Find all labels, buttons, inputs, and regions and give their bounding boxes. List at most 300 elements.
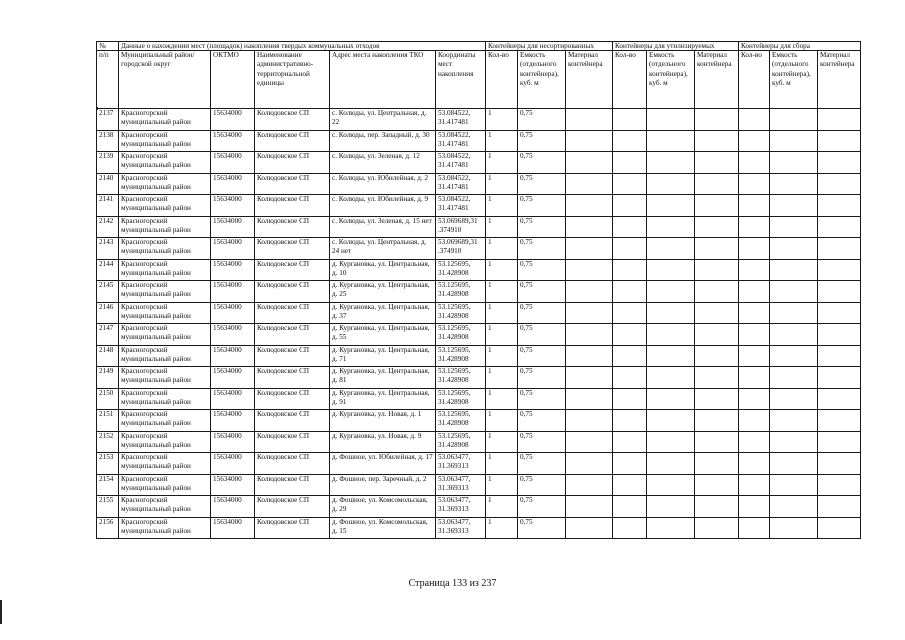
empty-cell [613,345,647,367]
row-count: 1 [486,517,518,539]
row-count: 1 [486,410,518,432]
row-number: 2149 [97,367,119,389]
row-capacity: 0,75 [518,195,566,217]
table-row [97,259,861,281]
col-count-collect: Кол-во [739,51,770,109]
row-capacity: 0,75 [518,474,566,496]
row-address: д. Кургановка, ул. Центральная, д. 25 [330,281,436,303]
row-address: с. Колюды, ул. Зеленая, д. 15 нет [330,216,436,238]
table-row [97,431,861,453]
row-address: д. Фошное, пер. Заречный, д. 2 [330,474,436,496]
empty-cell [818,216,861,238]
empty-cell [613,130,647,152]
empty-cell [770,474,818,496]
empty-cell [818,453,861,475]
row-address: д. Кургановка, ул. Центральная, д. 81 [330,367,436,389]
empty-cell [647,410,695,432]
empty-cell [739,195,770,217]
empty-cell [770,259,818,281]
header-collect-containers: Контейнеры для сбора [739,42,861,51]
empty-cell [647,388,695,410]
empty-cell [613,238,647,260]
empty-cell [566,367,613,389]
row-oktmo: 15634000 [211,130,255,152]
empty-cell [818,152,861,174]
empty-cell [647,281,695,303]
empty-cell [647,216,695,238]
row-unit: Колюдовское СП [255,281,330,303]
row-unit: Колюдовское СП [255,302,330,324]
row-number: 2144 [97,259,119,281]
row-number: 2141 [97,195,119,217]
col-pn: п/п [97,51,119,109]
row-count: 1 [486,345,518,367]
empty-cell [818,431,861,453]
row-count: 1 [486,195,518,217]
empty-cell [695,367,739,389]
row-unit: Колюдовское СП [255,259,330,281]
row-unit: Колюдовское СП [255,388,330,410]
empty-cell [566,496,613,518]
row-oktmo: 15634000 [211,367,255,389]
row-oktmo: 15634000 [211,410,255,432]
row-capacity: 0,75 [518,109,566,131]
row-number: 2146 [97,302,119,324]
col-capacity-recycle: Емкость (отдельного контейнера), куб. м [647,51,695,109]
row-capacity: 0,75 [518,367,566,389]
empty-cell [613,496,647,518]
row-oktmo: 15634000 [211,281,255,303]
empty-cell [647,238,695,260]
col-unit: Наименование административно-территориальной единицы [255,51,330,109]
row-number: 2142 [97,216,119,238]
empty-cell [647,474,695,496]
empty-cell [613,324,647,346]
row-capacity: 0,75 [518,216,566,238]
row-number: 2143 [97,238,119,260]
empty-cell [770,302,818,324]
row-number: 2152 [97,431,119,453]
empty-cell [566,152,613,174]
table-row [97,152,861,174]
row-address: д. Фошное, ул. Комсомольская, д. 29 [330,496,436,518]
empty-cell [770,324,818,346]
row-unit: Колюдовское СП [255,238,330,260]
row-address: д. Кургановка, ул. Новая, д. 1 [330,410,436,432]
row-number: 2138 [97,130,119,152]
row-coords: 53.063477, 31.369313 [436,474,486,496]
col-address: Адрес места накопления ТКО [330,51,436,109]
empty-cell [566,238,613,260]
row-number: 2155 [97,496,119,518]
empty-cell [739,345,770,367]
row-capacity: 0,75 [518,453,566,475]
empty-cell [695,216,739,238]
col-count-unsorted: Кол-во [486,51,518,109]
empty-cell [566,173,613,195]
table-row [97,388,861,410]
empty-cell [647,302,695,324]
row-coords: 53.084522, 31.417481 [436,152,486,174]
row-oktmo: 15634000 [211,517,255,539]
row-unit: Колюдовское СП [255,216,330,238]
empty-cell [739,173,770,195]
table-row [97,281,861,303]
empty-cell [695,109,739,131]
row-oktmo: 15634000 [211,324,255,346]
row-coords: 53.125695, 31.428908 [436,259,486,281]
row-district: Красногорский муниципальный район [119,367,211,389]
scan-mark-edge [0,600,2,624]
containers-table [96,41,861,539]
empty-cell [818,410,861,432]
row-unit: Колюдовское СП [255,517,330,539]
row-count: 1 [486,453,518,475]
row-coords: 53.084522, 31.417481 [436,130,486,152]
empty-cell [613,109,647,131]
column-header-row [97,51,861,109]
table-row [97,453,861,475]
empty-cell [613,281,647,303]
row-count: 1 [486,302,518,324]
empty-cell [818,388,861,410]
row-oktmo: 15634000 [211,496,255,518]
empty-cell [647,367,695,389]
row-capacity: 0,75 [518,259,566,281]
row-address: д. Кургановка, ул. Центральная, д. 91 [330,388,436,410]
empty-cell [613,453,647,475]
row-coords: 53.125695, 31.428908 [436,345,486,367]
table-row [97,302,861,324]
header-recycle-containers: Контейнеры для утилизируемых [613,42,739,51]
row-unit: Колюдовское СП [255,152,330,174]
table-row [97,130,861,152]
row-district: Красногорский муниципальный район [119,173,211,195]
row-count: 1 [486,496,518,518]
row-coords: 53.063477, 31.369313 [436,517,486,539]
empty-cell [770,195,818,217]
empty-cell [739,238,770,260]
row-address: д. Кургановка, ул. Центральная, д. 37 [330,302,436,324]
empty-cell [818,195,861,217]
row-coords: 53.069689,31 .374910 [436,216,486,238]
row-address: д. Фошное, ул. Юбилейная, д. 17 [330,453,436,475]
row-address: с. Колюды, ул. Юбилейная, д. 2 [330,173,436,195]
empty-cell [695,474,739,496]
row-oktmo: 15634000 [211,388,255,410]
row-unit: Колюдовское СП [255,474,330,496]
empty-cell [818,474,861,496]
row-district: Красногорский муниципальный район [119,302,211,324]
row-unit: Колюдовское СП [255,195,330,217]
empty-cell [770,238,818,260]
empty-cell [695,238,739,260]
empty-cell [647,130,695,152]
row-coords: 53.125695, 31.428908 [436,431,486,453]
table-body [97,109,861,539]
empty-cell [647,195,695,217]
row-district: Красногорский муниципальный район [119,431,211,453]
row-unit: Колюдовское СП [255,109,330,131]
empty-cell [770,410,818,432]
empty-cell [818,281,861,303]
row-coords: 53.063477, 31.369313 [436,496,486,518]
empty-cell [647,345,695,367]
row-oktmo: 15634000 [211,259,255,281]
row-oktmo: 15634000 [211,173,255,195]
empty-cell [818,496,861,518]
row-address: д. Кургановка, ул. Центральная, д. 71 [330,345,436,367]
empty-cell [739,216,770,238]
row-coords: 53.063477, 31.369313 [436,453,486,475]
empty-cell [695,453,739,475]
empty-cell [647,431,695,453]
empty-cell [695,302,739,324]
row-oktmo: 15634000 [211,474,255,496]
row-number: 2153 [97,453,119,475]
empty-cell [613,195,647,217]
empty-cell [695,152,739,174]
empty-cell [818,324,861,346]
row-number: 2147 [97,324,119,346]
row-unit: Колюдовское СП [255,173,330,195]
empty-cell [695,173,739,195]
empty-cell [695,130,739,152]
scan-mark-left [96,107,98,110]
row-district: Красногорский муниципальный район [119,216,211,238]
empty-cell [818,345,861,367]
col-material-unsorted: Материал контейнера [566,51,613,109]
empty-cell [695,517,739,539]
empty-cell [770,152,818,174]
row-district: Красногорский муниципальный район [119,259,211,281]
empty-cell [770,453,818,475]
table-row [97,238,861,260]
empty-cell [695,388,739,410]
row-district: Красногорский муниципальный район [119,388,211,410]
empty-cell [695,281,739,303]
empty-cell [695,324,739,346]
table-row [97,173,861,195]
row-capacity: 0,75 [518,130,566,152]
empty-cell [739,453,770,475]
row-count: 1 [486,152,518,174]
empty-cell [613,367,647,389]
row-number: 2145 [97,281,119,303]
empty-cell [613,173,647,195]
row-count: 1 [486,216,518,238]
empty-cell [739,109,770,131]
empty-cell [695,195,739,217]
empty-cell [566,431,613,453]
row-number: 2139 [97,152,119,174]
row-capacity: 0,75 [518,173,566,195]
row-unit: Колюдовское СП [255,431,330,453]
row-district: Красногорский муниципальный район [119,109,211,131]
empty-cell [818,109,861,131]
empty-cell [613,410,647,432]
row-coords: 53.125695, 31.428908 [436,281,486,303]
empty-cell [770,345,818,367]
table-row [97,345,861,367]
empty-cell [818,173,861,195]
empty-cell [566,324,613,346]
row-oktmo: 15634000 [211,302,255,324]
row-unit: Колюдовское СП [255,496,330,518]
empty-cell [739,130,770,152]
row-address: д. Кургановка, ул. Центральная, д. 10 [330,259,436,281]
row-oktmo: 15634000 [211,345,255,367]
empty-cell [566,345,613,367]
empty-cell [566,259,613,281]
row-address: д. Фошное, ул. Комсомольская, д. 15 [330,517,436,539]
table-row [97,410,861,432]
row-coords: 53.069689,31 .374910 [436,238,486,260]
row-address: д. Кургановка, ул. Центральная, д. 55 [330,324,436,346]
empty-cell [770,367,818,389]
row-district: Красногорский муниципальный район [119,281,211,303]
empty-cell [695,259,739,281]
empty-cell [739,259,770,281]
row-unit: Колюдовское СП [255,324,330,346]
row-oktmo: 15634000 [211,152,255,174]
empty-cell [739,388,770,410]
empty-cell [695,345,739,367]
empty-cell [739,431,770,453]
col-capacity-collect: Емкость (отдельного контейнера), куб. м [770,51,818,109]
row-district: Красногорский муниципальный район [119,453,211,475]
row-address: с. Колюды, ул. Зеленая, д. 12 [330,152,436,174]
row-count: 1 [486,130,518,152]
empty-cell [770,173,818,195]
empty-cell [566,517,613,539]
empty-cell [566,281,613,303]
row-capacity: 0,75 [518,410,566,432]
row-number: 2140 [97,173,119,195]
empty-cell [739,517,770,539]
empty-cell [818,238,861,260]
empty-cell [647,324,695,346]
col-material-recycle: Материал контейнера [695,51,739,109]
empty-cell [770,431,818,453]
row-count: 1 [486,281,518,303]
row-coords: 53.084522, 31.417481 [436,173,486,195]
row-coords: 53.125695, 31.428908 [436,302,486,324]
table-row [97,517,861,539]
row-district: Красногорский муниципальный район [119,195,211,217]
row-district: Красногорский муниципальный район [119,474,211,496]
empty-cell [770,281,818,303]
empty-cell [818,367,861,389]
row-oktmo: 15634000 [211,216,255,238]
row-capacity: 0,75 [518,345,566,367]
table-row [97,195,861,217]
empty-cell [818,130,861,152]
row-address: с. Колюды, ул. Центральная, д. 22 [330,109,436,131]
row-number: 2154 [97,474,119,496]
row-number: 2151 [97,410,119,432]
empty-cell [566,410,613,432]
row-count: 1 [486,474,518,496]
row-address: с. Колюды, пер. Западный, д. 30 [330,130,436,152]
row-capacity: 0,75 [518,238,566,260]
row-coords: 53.084522, 31.417481 [436,195,486,217]
empty-cell [647,259,695,281]
empty-cell [695,496,739,518]
empty-cell [739,496,770,518]
empty-cell [818,517,861,539]
row-oktmo: 15634000 [211,109,255,131]
row-number: 2150 [97,388,119,410]
table-row [97,474,861,496]
empty-cell [695,410,739,432]
row-oktmo: 15634000 [211,431,255,453]
row-count: 1 [486,238,518,260]
empty-cell [739,302,770,324]
empty-cell [613,517,647,539]
row-address: с. Колюды, ул. Центральная, д. 24 нет [330,238,436,260]
empty-cell [613,388,647,410]
empty-cell [770,216,818,238]
table-row [97,109,861,131]
empty-cell [695,431,739,453]
empty-cell [739,474,770,496]
empty-cell [647,173,695,195]
col-district: Муниципальный район/городской округ [119,51,211,109]
row-district: Красногорский муниципальный район [119,238,211,260]
empty-cell [613,259,647,281]
row-capacity: 0,75 [518,281,566,303]
header-unsorted-containers: Контейнеры для несортированных [486,42,613,51]
empty-cell [566,453,613,475]
empty-cell [647,496,695,518]
header-number: № [97,42,119,51]
empty-cell [613,302,647,324]
table-row [97,367,861,389]
col-oktmo: ОКТМО [211,51,255,109]
row-capacity: 0,75 [518,431,566,453]
empty-cell [613,216,647,238]
row-address: с. Колюды, ул. Юбилейная, д. 9 [330,195,436,217]
empty-cell [770,517,818,539]
empty-cell [566,388,613,410]
empty-cell [818,302,861,324]
row-oktmo: 15634000 [211,195,255,217]
row-unit: Колюдовское СП [255,410,330,432]
row-capacity: 0,75 [518,517,566,539]
row-count: 1 [486,324,518,346]
row-capacity: 0,75 [518,388,566,410]
empty-cell [770,109,818,131]
empty-cell [613,431,647,453]
row-district: Красногорский муниципальный район [119,130,211,152]
row-address: д. Кургановка, ул. Новая, д. 9 [330,431,436,453]
col-coords: Координаты мест накопления [436,51,486,109]
empty-cell [647,152,695,174]
col-count-recycle: Кол-во [613,51,647,109]
row-coords: 53.125695, 31.428908 [436,410,486,432]
row-district: Красногорский муниципальный район [119,410,211,432]
header-location-data: Данные о нахождении мест (площадок) накопления твердых коммунальных отходов [119,42,486,51]
empty-cell [739,152,770,174]
row-district: Красногорский муниципальный район [119,324,211,346]
row-coords: 53.125695, 31.428908 [436,367,486,389]
empty-cell [739,410,770,432]
empty-cell [647,109,695,131]
row-coords: 53.125695, 31.428908 [436,324,486,346]
row-oktmo: 15634000 [211,238,255,260]
empty-cell [566,109,613,131]
